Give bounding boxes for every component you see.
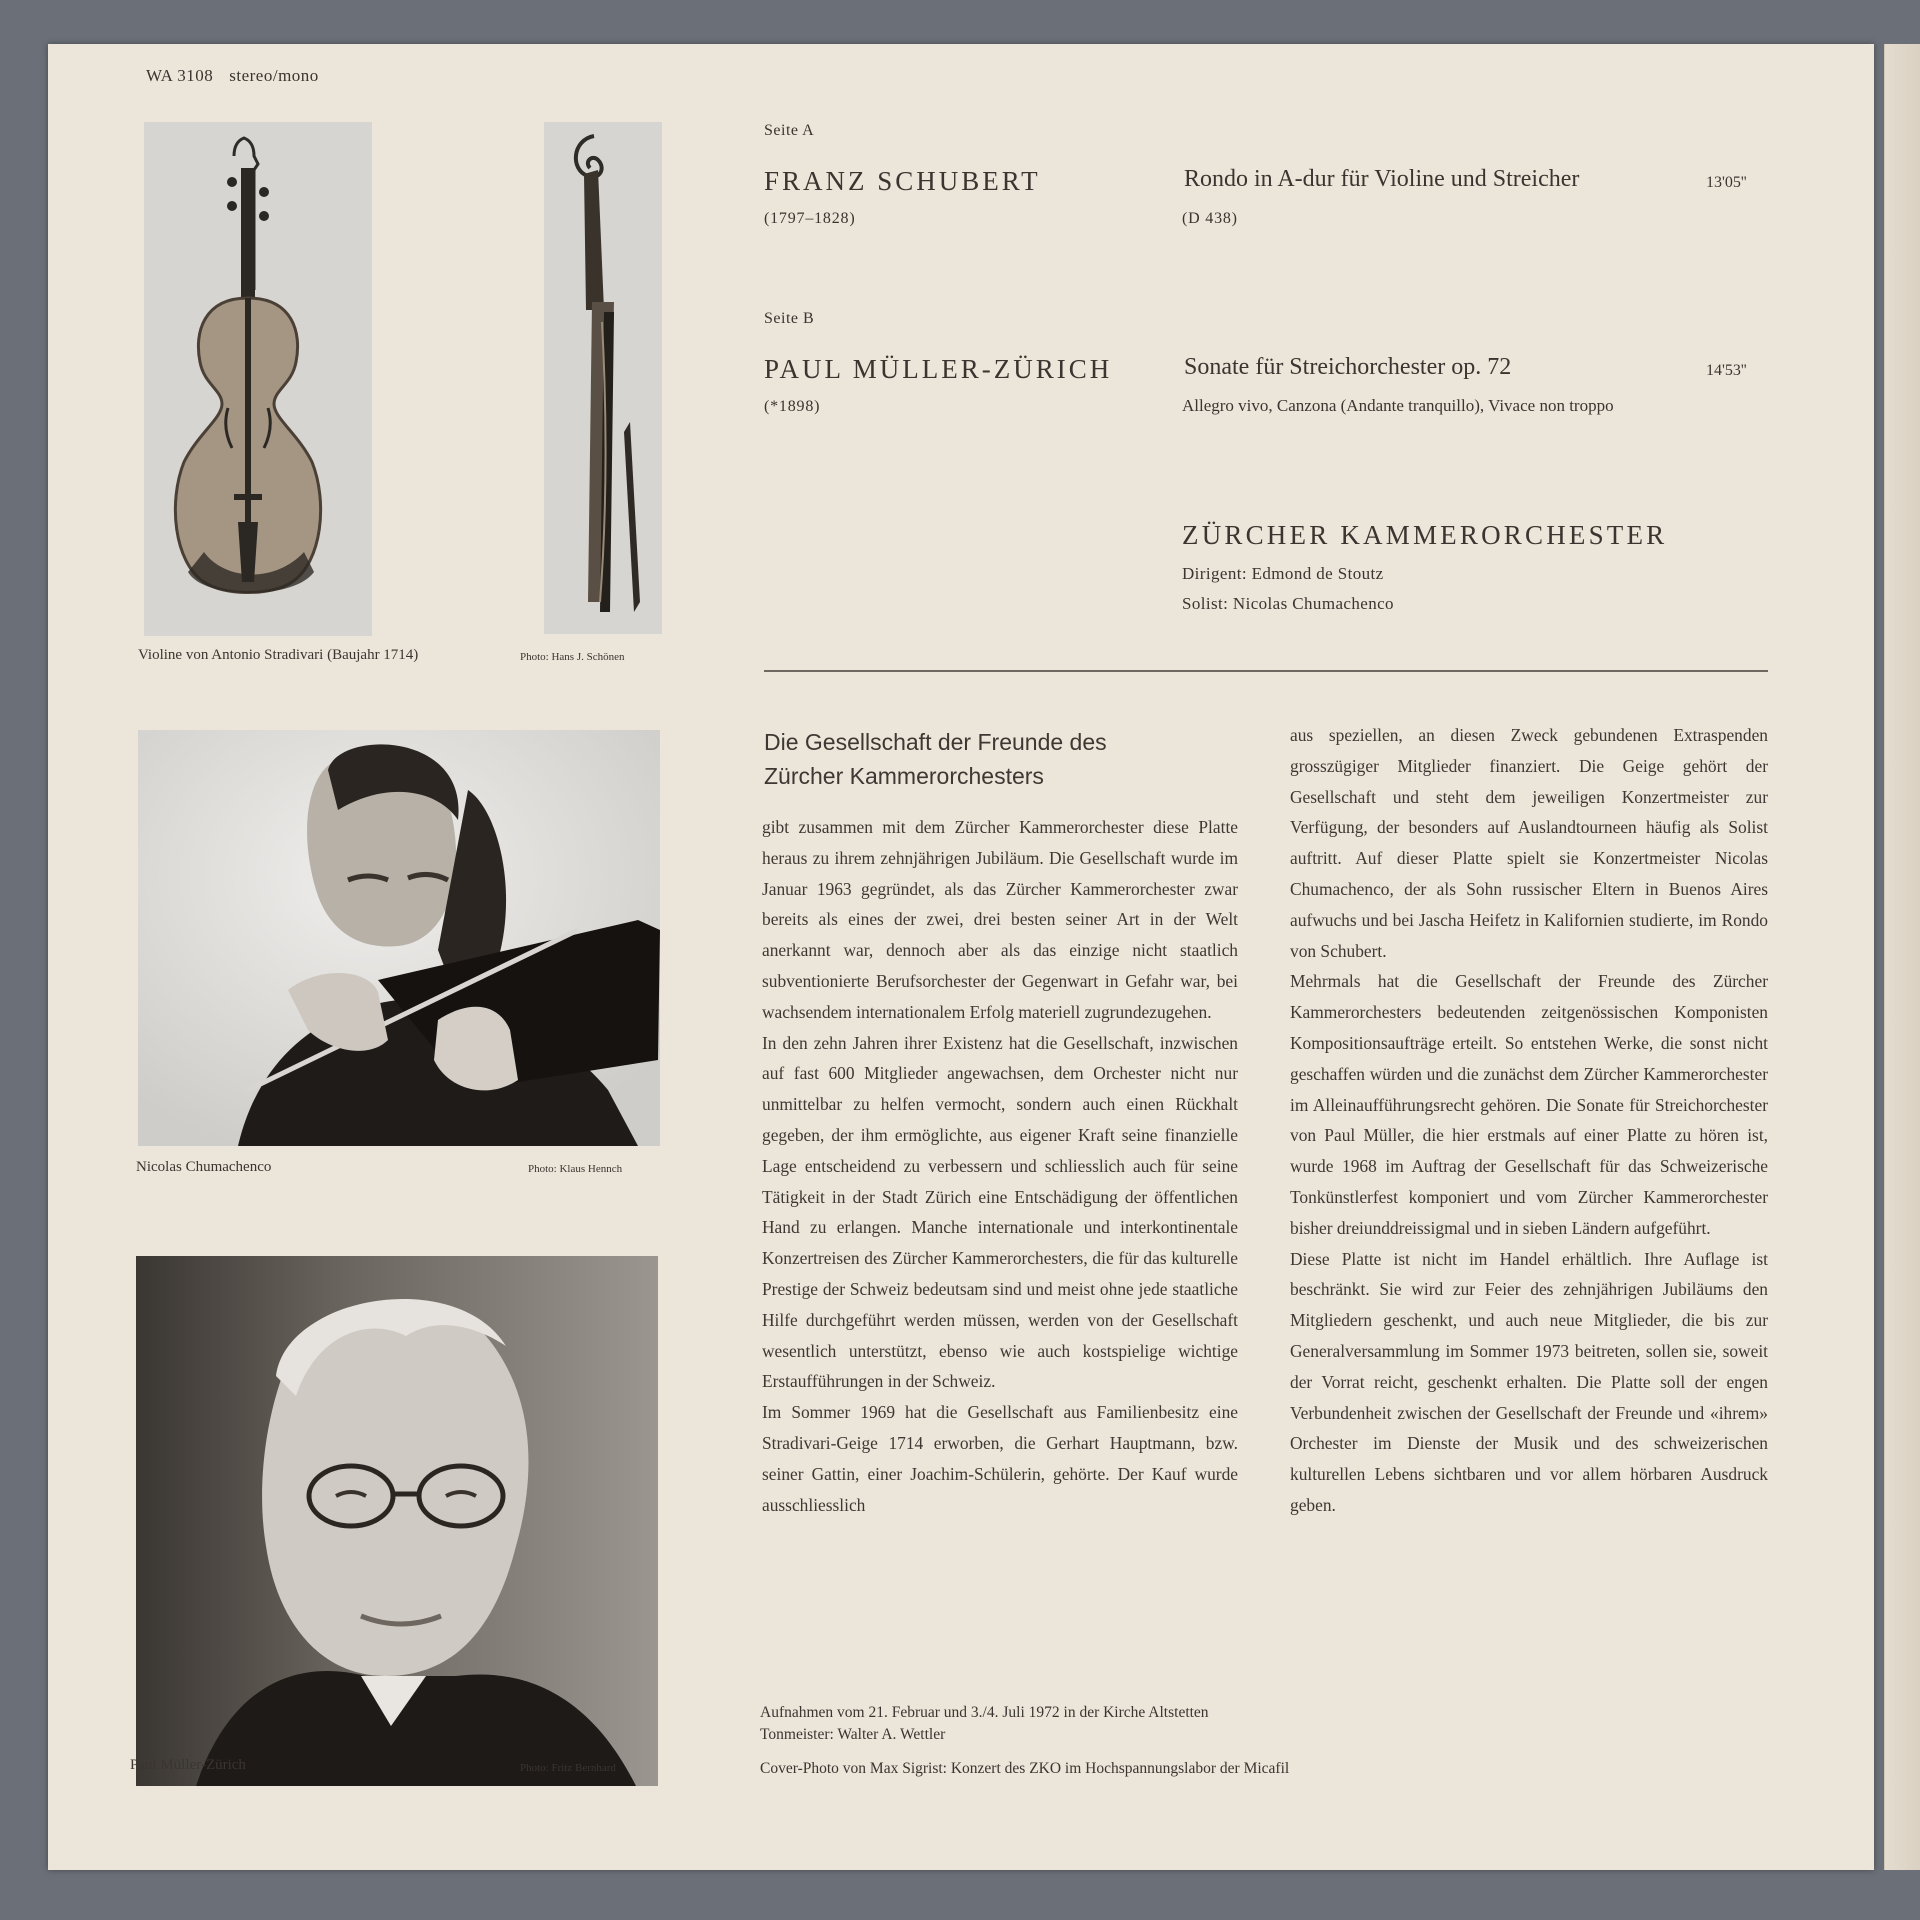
- side-a-label: Seite A: [764, 122, 815, 139]
- side-a-duration: 13'05'': [1706, 174, 1747, 191]
- side-b-dates: (*1898): [764, 398, 821, 415]
- side-b-composer: PAUL MÜLLER-ZÜRICH: [764, 354, 1113, 384]
- side-a-catalog: (D 438): [1182, 210, 1238, 227]
- article-col2-paragraph-2: Mehrmals hat die Gesellschaft der Freunde des Zürcher Kammerorchesters bedeutenden zeitgenössischen Komponisten Kompositionsaufträge erteilt. So entstehen Werke, die sonst nicht geschaffen würden und die zunächst dem Zürcher Kammerorchester im Alleinaufführungsrecht gehören. Die Sonate für Streichorchester von Paul Müller, die hier erstmals auf einer Platte zu hören ist, wurde 1968 im Auftrag der Gesellschaft für das Schweizerische Tonkünstlerfest komponiert und vom Zürcher Kammerorchester bisher dreiunddreissigmal und in sieben Ländern aufgeführt.: [1290, 971, 1768, 1238]
- side-b-label: Seite B: [764, 310, 815, 327]
- record-sleeve-back: [48, 44, 1874, 1870]
- violin-front-photo: [144, 122, 372, 636]
- article-column-1: [762, 812, 1238, 1520]
- side-b-duration: 14'53'': [1706, 362, 1747, 379]
- orchestra-name: ZÜRCHER KAMMERORCHESTER: [1182, 520, 1668, 550]
- mueller-caption: Paul Müller-Zürich: [130, 1757, 246, 1773]
- article-col1-paragraph-3: Im Sommer 1969 hat die Gesellschaft aus Familienbesitz eine Stradivari-Geige 1714 erworben, die Gerhart Hauptmann, bzw. seiner Gattin, einer Joachim-Schülerin, gehörte. Der Kauf wurde ausschliesslich: [762, 1402, 1238, 1515]
- conductor-credit: Dirigent: Edmond de Stoutz: [1182, 564, 1384, 583]
- side-a-work: Rondo in A-dur für Violine und Streicher: [1184, 166, 1580, 192]
- side-b-work: Sonate für Streichorchester op. 72: [1184, 354, 1512, 380]
- chumachenco-photo: [138, 730, 660, 1146]
- chumachenco-credit: Photo: Klaus Hennch: [528, 1163, 623, 1175]
- mueller-credit: Photo: Fritz Bernhard: [520, 1762, 616, 1774]
- catalog-info: [146, 66, 335, 86]
- article-col2-paragraph-3: Diese Platte ist nicht im Handel erhältlich. Ihre Auflage ist beschränkt. Sie wird zur Feier des zehnjährigen Jubiläums den Mitgliedern geschenkt, und auch neue Mitglieder, die bis zur Generalversammlung im Sommer 1973 beitreten, sollen sie, soweit der Vorrat reicht, geschenkt erhalten. Die Platte soll der engen Verbundenheit zwischen der Gesellschaft der Freunde und «ihrem» Orchester im Dienste der Musik und des schweizerischen kulturellen Lebens sichtbaren und vor allem hörbaren Ausdruck geben.: [1290, 1248, 1768, 1515]
- article-col1-paragraph-2: In den zehn Jahren ihrer Existenz hat die Gesellschaft, inzwischen auf fast 600 Mitglieder angewachsen, dem Orchester nicht nur unmittelbar zu helfen vermocht, sondern auch einen Rückhalt gegeben, der ihm ermöglichte, aus eigener Kraft seine finanzielle Lage entscheidend zu verbessern und schliesslich auch für seine Tätigkeit in der Stadt Zürich eine Entschädigung der öffentlichen Hand zu erlangen. Manche internationale und interkontinentale Konzertreisen des Zürcher Kammerorchesters, die für das kulturelle Prestige der Schweiz bedeutsam sind und meist ohne jede staatliche Hilfe durchgeführt werden müssen, werden von der Gesellschaft wesentlich unterstützt, ebenso wie auch kostspielige wichtige Erstaufführungen in der Schweiz.: [762, 1032, 1238, 1392]
- engineer-info: Tonmeister: Walter A. Wettler: [760, 1726, 946, 1743]
- article-heading-line1: Die Gesellschaft der Freunde des: [764, 729, 1107, 755]
- recording-info: Aufnahmen vom 21. Februar und 3./4. Juli 1972 in der Kirche Altstetten: [760, 1704, 1209, 1721]
- soloist-credit: Solist: Nicolas Chumachenco: [1182, 594, 1394, 613]
- divider-rule: [764, 670, 1768, 672]
- violin-credit: Photo: Hans J. Schönen: [520, 651, 625, 663]
- catalog-number: WA 3108: [146, 66, 214, 85]
- article-column-2: [1290, 720, 1768, 1521]
- article-col1-paragraph-1: gibt zusammen mit dem Zürcher Kammerorchester diese Platte heraus zu ihrem zehnjährigen Jubiläum. Die Gesellschaft wurde im Januar 1963 gegründet, als das Zürcher Kammerorchester zwar bereits als eines der zwei, drei besten seiner Art in der Welt anerkannt war, dennoch aber als das einzige nicht staatlich subventionierte Berufsorchester der Gegenwart in Gefahr war, bei wachsendem internationalem Erfolg materiell zugrundezugehen.: [762, 817, 1238, 1022]
- sleeve-edge: [1884, 44, 1920, 1870]
- article-col2-paragraph-1: aus speziellen, an diesen Zweck gebundenen Extraspenden grosszügiger Mitglieder finanziert. Die Geige gehört der Gesellschaft und steht dem jeweiligen Konzertmeister zur Verfügung, der besonders auf Auslandtourneen häufig als Solist auftritt. Auf dieser Platte spielt sie Konzertmeister Nicolas Chumachenco, der als Sohn russischer Eltern in Buenos Aires aufwuchs und bei Jascha Heifetz in Kalifornien studierte, im Rondo von Schubert.: [1290, 725, 1768, 961]
- audio-format: stereo/mono: [229, 66, 319, 85]
- chumachenco-caption: Nicolas Chumachenco: [136, 1159, 272, 1175]
- violin-side-photo: [544, 122, 662, 634]
- article-heading-line2: Zürcher Kammerorchesters: [764, 763, 1044, 789]
- side-a-dates: (1797–1828): [764, 210, 856, 227]
- cover-photo-credit: Cover-Photo von Max Sigrist: Konzert des ZKO im Hochspannungslabor der Micafil: [760, 1760, 1290, 1777]
- side-b-movements: Allegro vivo, Canzona (Andante tranquillo), Vivace non troppo: [1182, 396, 1614, 415]
- article-heading: [764, 725, 1107, 793]
- violin-caption: Violine von Antonio Stradivari (Baujahr 1714): [138, 647, 419, 663]
- side-a-composer: FRANZ SCHUBERT: [764, 166, 1041, 196]
- mueller-portrait-photo: [136, 1256, 658, 1786]
